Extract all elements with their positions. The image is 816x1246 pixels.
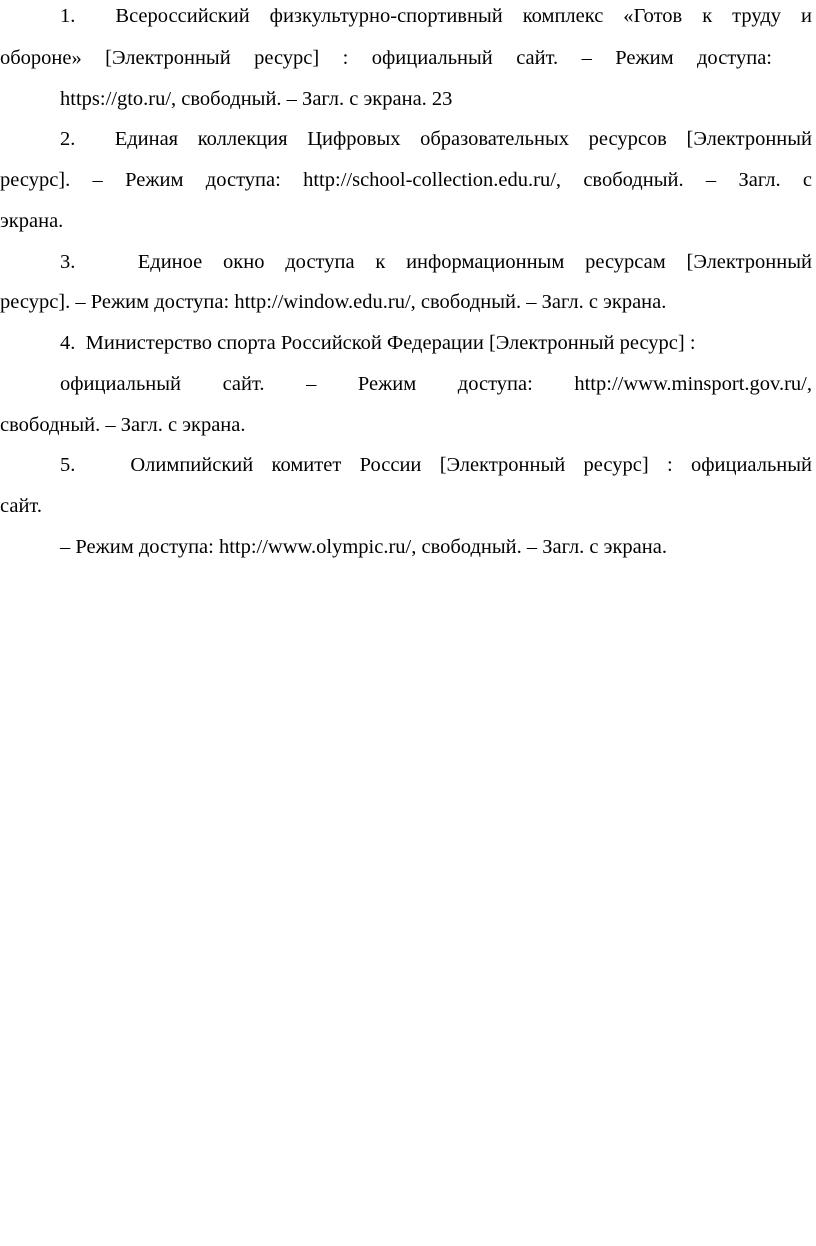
reference-5-line-3 — [60, 534, 812, 560]
reference-5-text-2: сайт. — [0, 495, 42, 517]
reference-1-text-1: Всероссийский физкультурно-спортивный комплекс «Готов к труду и — [115, 5, 812, 27]
reference-3-text-2: ресурс]. – Режим доступа: http://window.edu.ru/, свободный. – Загл. с экрана. — [0, 291, 667, 313]
reference-5-text-3: – Режим доступа: http://www.olympic.ru/, свободный. – Загл. с экрана. — [60, 536, 667, 558]
reference-4-line-1 — [60, 330, 812, 356]
reference-3-text-1: Единое окно доступа к информационным ресурсам [Электронный — [137, 251, 812, 273]
reference-2-line-1 — [60, 126, 812, 152]
reference-2-text-1: Единая коллекция Цифровых образовательных ресурсов [Электронный — [114, 128, 813, 150]
reference-4-line-2 — [60, 371, 812, 397]
reference-5-text-1: Олимпийский комитет России [Электронный ресурс] : официальный — [130, 454, 813, 476]
reference-4-text-3: свободный. – Загл. с экрана. — [0, 414, 246, 436]
reference-1-line-1 — [60, 3, 812, 29]
reference-1-number: 1. — [60, 5, 76, 27]
reference-2-line-3 — [0, 208, 812, 234]
reference-2-line-2 — [0, 167, 812, 193]
reference-4-line-3 — [0, 412, 812, 438]
reference-1-line-3 — [60, 86, 812, 112]
reference-2-text-3: экрана. — [0, 210, 64, 232]
reference-1-line-2 — [0, 45, 772, 71]
reference-2-text-2: ресурс]. – Режим доступа: http://school-collection.edu.ru/, свободный. – Загл. с — [0, 169, 812, 191]
reference-5-line-1 — [60, 452, 812, 478]
reference-4-number: 4. — [60, 332, 76, 354]
reference-3-line-1 — [60, 249, 812, 275]
reference-1-text-3: https://gto.ru/, свободный. – Загл. с экрана. 23 — [60, 88, 453, 110]
reference-3-number: 3. — [60, 251, 76, 273]
reference-1-text-2: обороне» [Электронный ресурс] : официальный сайт. – Режим доступа: — [0, 47, 772, 69]
reference-4-text-1: Министерство спорта Российской Федерации [Электронный ресурс] : — [85, 332, 696, 354]
reference-2-number: 2. — [60, 128, 76, 150]
reference-3-line-2 — [0, 289, 812, 315]
reference-5-line-2 — [0, 493, 812, 519]
reference-5-number: 5. — [60, 454, 76, 476]
reference-4-text-2: официальный сайт. – Режим доступа: http://www.minsport.gov.ru/, — [60, 373, 812, 395]
